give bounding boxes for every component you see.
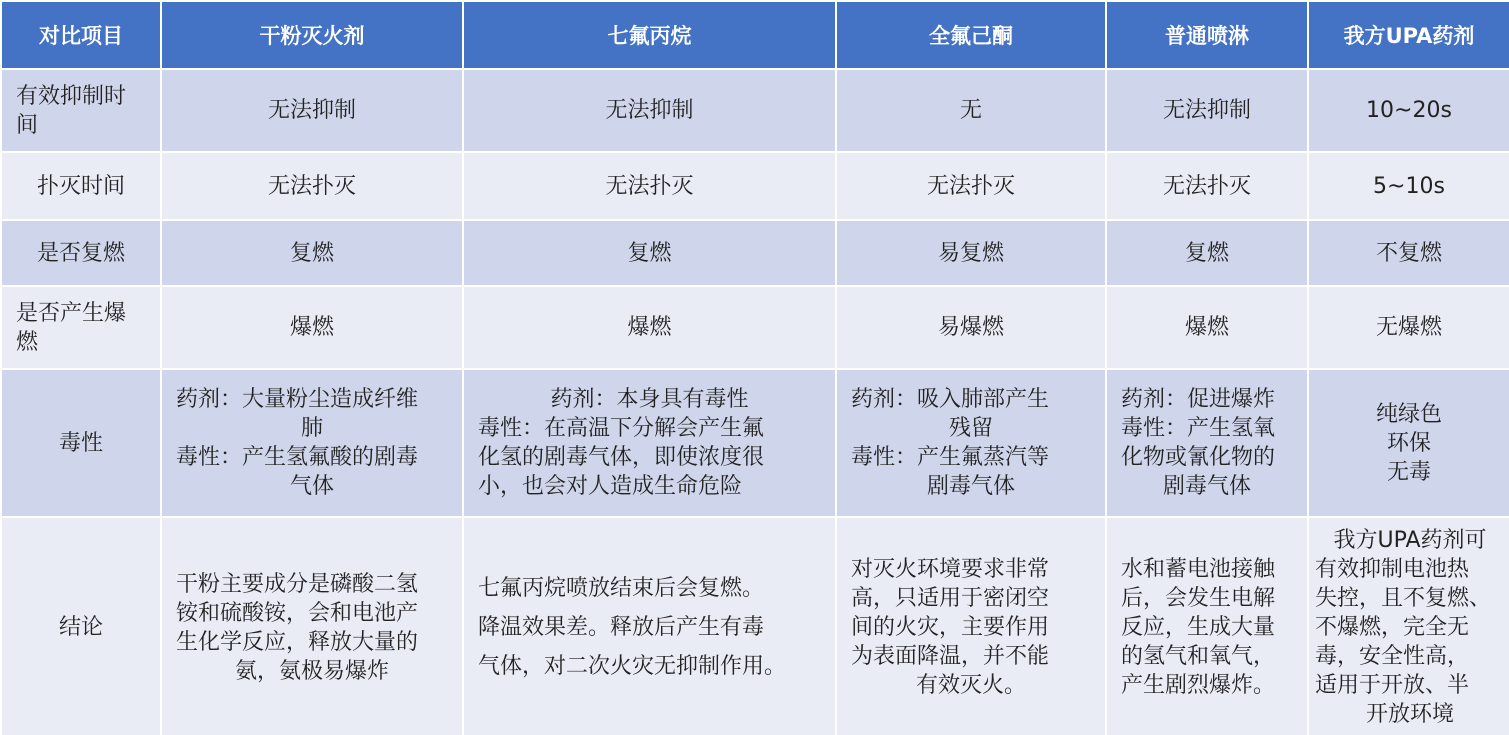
text-line: 失控，且不复燃、 [1315,586,1492,611]
text-line: 对灭火环境要求非常 [851,557,1050,582]
table-cell: 无爆燃 [1308,286,1509,369]
text-line: 气体，对二次火灾无抑制作用。 [478,654,787,679]
row-deflagration [1,286,1509,369]
text-line: 毒，安全性高， [1315,644,1470,669]
row-label-text: 有效抑制时间 [16,83,127,138]
text-line: 水和蓄电池接触 [1121,557,1276,582]
text-line: 干粉主要成分是磷酸二氢 [176,571,419,597]
text-line: 化物或氰化物的 [1121,445,1276,470]
table-cell: 无法抑制 [161,69,463,152]
toxicity-perfluorohexanone [836,369,1106,517]
row-conclusion [1,517,1509,735]
text-line: 环保 [1386,430,1431,456]
table-cell: 无法扑灭 [1106,152,1308,220]
text-line: 后，会发生电解 [1121,586,1276,611]
table-cell: 5~10s [1308,152,1509,220]
text-line: 开放环境 [1365,702,1454,727]
text-line: 氨，氨极易爆炸 [234,658,389,684]
header-upa-agent: 我方UPA药剂 [1308,1,1509,69]
text-line: 无毒 [1386,459,1431,485]
table-cell: 不复燃 [1308,220,1509,286]
text-line: 反应，生成大量 [1121,615,1276,640]
text-line: 高，只适用于密闭空 [851,586,1050,611]
row-label: 扑灭时间 [1,152,161,220]
row-extinguish-time [1,152,1509,220]
row-suppression-time [1,69,1509,152]
header-perfluorohexanone: 全氟己酮 [836,1,1106,69]
table-cell: 爆燃 [1106,286,1308,369]
text-line: 残留 [948,416,993,441]
header-sprinkler: 普通喷淋 [1106,1,1308,69]
row-label-text: 是否产生爆燃 [16,300,127,355]
table-cell: 复燃 [1106,220,1308,286]
conclusion-sprinkler [1106,517,1308,735]
text-line: 生化学反应，释放大量的 [176,629,419,655]
text-line: 间的火灾，主要作用 [851,615,1050,640]
text-line: 产生剧烈爆炸。 [1121,673,1276,698]
toxicity-heptafluoropropane [463,369,836,517]
conclusion-upa-agent [1308,517,1509,735]
text-line: 的氢气和氧气， [1121,644,1276,669]
table-cell: 无法扑灭 [161,152,463,220]
text-line: 毒性：在高温下分解会产生氟 [478,416,765,441]
table-cell: 易爆燃 [836,286,1106,369]
table-cell: 无法扑灭 [836,152,1106,220]
text-line: 铵和硫酸铵，会和电池产 [176,600,419,626]
text-line: 我方UPA药剂可 [1333,528,1487,553]
header-item: 对比项目 [1,1,161,69]
row-reignition [1,220,1509,286]
row-label: 毒性 [1,369,161,517]
text-line: 毒性：产生氟蒸汽等 [851,445,1050,470]
row-toxicity [1,369,1509,517]
text-line: 不爆燃，完全无 [1315,615,1470,640]
text-line: 化氢的剧毒气体，即使浓度很 [478,445,765,470]
text-line: 药剂：吸入肺部产生 [851,387,1050,412]
table-cell: 无法抑制 [1106,69,1308,152]
text-line: 剧毒气体 [1162,474,1251,499]
text-line: 有效抑制电池热 [1315,557,1470,582]
toxicity-dry-powder [161,369,463,517]
row-label [1,69,161,152]
toxicity-sprinkler [1106,369,1308,517]
table-cell: 复燃 [161,220,463,286]
row-label: 是否复燃 [1,220,161,286]
table-cell: 无法抑制 [463,69,836,152]
text-line: 纯绿色 [1375,401,1442,427]
table-cell: 爆燃 [161,286,463,369]
text-line: 药剂：本身具有毒性 [550,387,749,412]
text-line: 小，也会对人造成生命危险 [478,474,743,499]
row-label: 结论 [1,517,161,735]
text-line: 剧毒气体 [926,474,1015,499]
text-line: 毒性：产生氢氧 [1121,416,1276,441]
text-line: 药剂：促进爆炸 [1121,387,1276,412]
header-row [1,1,1509,69]
conclusion-heptafluoropropane [463,517,836,735]
text-line: 为表面降温，并不能 [851,644,1050,669]
table-cell: 易复燃 [836,220,1106,286]
conclusion-perfluorohexanone [836,517,1106,735]
row-label [1,286,161,369]
table-cell: 爆燃 [463,286,836,369]
header-heptafluoropropane: 七氟丙烷 [463,1,836,69]
text-line: 毒性：产生氢氟酸的剧毒 [176,445,419,470]
conclusion-dry-powder [161,517,463,735]
table-cell: 10~20s [1308,69,1509,152]
text-line: 气体 [289,474,334,499]
text-line: 肺 [300,416,323,441]
text-line: 药剂：大量粉尘造成纤维 [176,387,419,412]
text-line: 适用于开放、半 [1315,673,1470,698]
table-cell: 无 [836,69,1106,152]
text-line: 降温效果差。释放后产生有毒 [478,615,765,640]
text-line: 七氟丙烷喷放结束后会复燃。 [478,576,765,601]
table-cell: 复燃 [463,220,836,286]
table-cell: 无法扑灭 [463,152,836,220]
header-dry-powder: 干粉灭火剂 [161,1,463,69]
toxicity-upa-agent [1308,369,1509,517]
text-line: 有效灭火。 [915,673,1026,698]
